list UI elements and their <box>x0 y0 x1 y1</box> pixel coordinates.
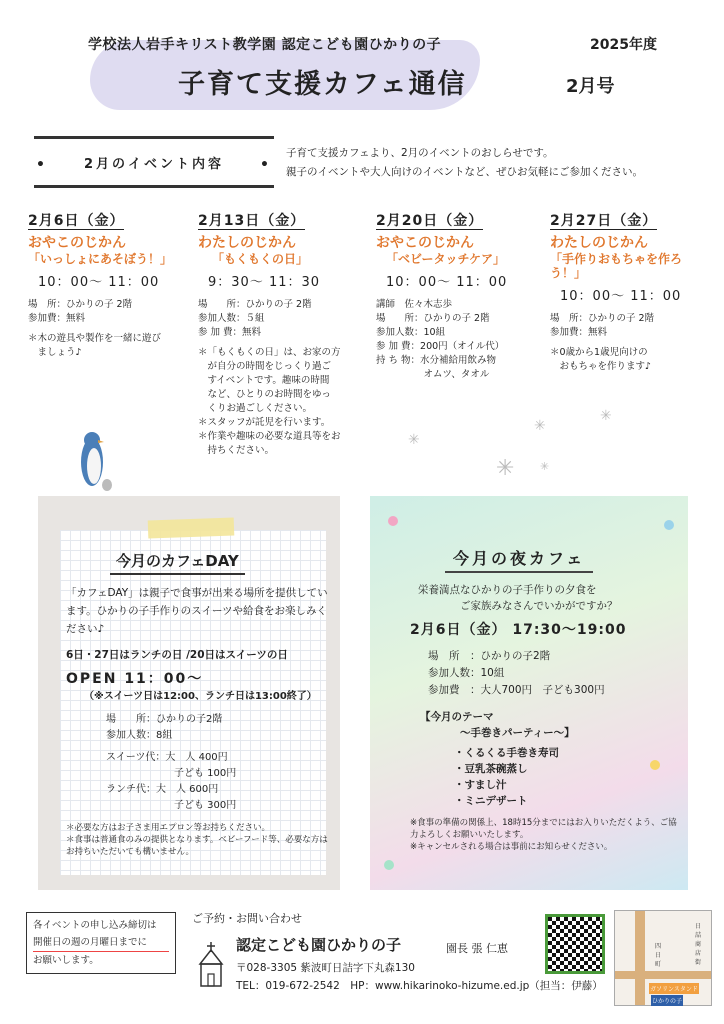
deadline-line: 開催日の週の月曜日までに <box>33 934 169 952</box>
event-detail: オムツ、タオル <box>376 369 490 380</box>
event-date: 2月13日（金） <box>198 213 306 229</box>
cafe-footnote: ＊食事は普通食のみの提供となります。ベビーフード等、必要な方はお持ちいただいても構いません。 <box>66 835 328 857</box>
event-note: ＊0歳から1歳児向けの おもちゃを作ります♪ <box>550 347 652 372</box>
issue-label: 2月号 <box>566 76 615 97</box>
deadline-line: お願いします。 <box>33 955 99 966</box>
event-card <box>28 214 186 360</box>
fiscal-year: 2025年度 <box>590 37 657 53</box>
event-card <box>198 214 358 458</box>
night-cafe-lead: ご家族みなさんでいかがですか？ <box>460 600 618 612</box>
event-date: 2月6日（金） <box>28 213 125 229</box>
cafe-lunch-child-fee: 子ども 300円 <box>174 800 237 811</box>
event-card <box>550 214 710 374</box>
map-label: 日詰商店街 <box>695 923 702 966</box>
night-cafe-fee: 参加費 ：大人700円 子ども300円 <box>428 684 605 696</box>
dot-decoration <box>664 520 674 530</box>
night-cafe-note: ※食事の準備の関係上、18時15分までにはお入りいただくよう、ご協力よろしくお願いいたします。 <box>410 818 677 840</box>
event-name: おやこのじかん <box>28 235 126 251</box>
deadline-line: 各イベントの申し込み締切は <box>33 920 157 931</box>
phone-and-website: TEL：019-672-2542 HP：www.hikarinoko-hizume.ed.jp（担当：伊藤） <box>236 980 603 992</box>
event-time: 10：00～ 11：00 <box>386 275 508 290</box>
event-detail: 参加費：無料 <box>550 327 608 338</box>
event-date: 2月27日（金） <box>550 213 658 229</box>
night-cafe-body <box>410 582 680 853</box>
cafe-closing-note: （※スイーツ日は12:00、ランチ日は13:00終了） <box>84 691 317 702</box>
event-note: ＊木の遊具や製作を一緒に遊び ましょう♪ <box>28 333 162 358</box>
night-cafe-note: ※キャンセルされる場合は事前にお知らせください。 <box>410 842 613 852</box>
night-cafe-datetime: 2月6日（金） 17:30～19:00 <box>410 622 627 638</box>
event-name: わたしのじかん <box>550 235 648 251</box>
cafe-day-body <box>66 584 330 858</box>
bullet-icon: • <box>36 157 48 173</box>
intro-line: 親子のイベントや大人向けのイベントなど、ぜひお気軽にご参加ください。 <box>286 166 643 178</box>
events-intro <box>286 144 643 182</box>
cafe-day-title: 今月のカフェDAY <box>110 550 245 575</box>
event-name: わたしのじかん <box>198 235 296 251</box>
event-subtitle: 「いっしょにあそぼう！」 <box>28 252 173 266</box>
menu-item: ・くるくる手巻き寿司 <box>454 747 559 759</box>
cafe-day-schedule: 6日・27日はランチの日 /20日はスイーツの日 <box>66 649 288 661</box>
night-cafe-place: 場 所 ：ひかりの子2階 <box>428 650 551 662</box>
cafe-place: 場 所：ひかりの子2階 <box>106 714 223 725</box>
bullet-icon: • <box>260 157 272 173</box>
map-label: 四日町 <box>655 943 662 968</box>
event-name: おやこのじかん <box>376 235 474 251</box>
church-icon <box>196 942 226 988</box>
event-date: 2月20日（金） <box>376 213 484 229</box>
event-subtitle: 「ベビータッチケア」 <box>386 252 506 266</box>
event-detail: 参加費：無料 <box>28 313 86 324</box>
snowflake-icon: ✳ <box>600 408 612 424</box>
event-detail: 参 加 費：無料 <box>198 327 262 338</box>
event-detail: 持 ち 物：水分補給用飲み物 <box>376 355 497 366</box>
event-detail: 場 所：ひかりの子 2階 <box>376 313 490 324</box>
cafe-open-time: OPEN 11：00～ <box>66 671 204 687</box>
event-card <box>376 214 536 382</box>
event-detail: 講師 佐々木志歩 <box>376 299 453 310</box>
night-cafe-title: 今月の夜カフェ <box>445 546 593 573</box>
snowflake-icon: ✳ <box>540 460 550 473</box>
tape-decoration <box>148 518 235 539</box>
event-detail: 参 加 費：200円（オイル代） <box>376 341 505 352</box>
event-time: 10：00～ 11：00 <box>38 275 160 290</box>
contact-heading: ご予約・お問い合わせ <box>192 912 302 925</box>
cafe-sweets-fee: スイーツ代：大 人 400円 <box>106 752 228 763</box>
map-label: ひかりの子 <box>651 995 683 1006</box>
event-time: 10：00～ 11：00 <box>560 289 682 304</box>
cafe-footnote: ＊必要な方はお子さま用エプロン等お持ちください。 <box>66 823 271 833</box>
organization-name: 学校法人岩手キリスト教学園 認定こども園ひかりの子 <box>88 37 442 53</box>
event-detail: 場 所：ひかりの子 2階 <box>28 299 133 310</box>
intro-line: 子育て支援カフェより、2月のイベントのおしらせです。 <box>286 147 554 159</box>
nursery-name: 認定こども園ひかりの子 <box>236 936 402 954</box>
principal-name: 園長 張 仁恵 <box>446 942 508 955</box>
event-subtitle: 「もくもくの日」 <box>212 252 309 266</box>
penguin-illustration <box>78 428 112 492</box>
map-label: ガソリンスタンド <box>649 983 699 994</box>
events-banner <box>34 136 274 188</box>
event-time: 9：30～ 11：30 <box>208 275 321 290</box>
page-title: 子育て支援カフェ通信 <box>178 69 467 100</box>
event-detail: 参加人数：５組 <box>198 313 265 324</box>
snowflake-icon: ✳ <box>496 456 515 481</box>
events-banner-label: 2月のイベント内容 <box>83 156 225 172</box>
access-map <box>614 910 712 1006</box>
cafe-lunch-fee: ランチ代：大 人 600円 <box>106 784 219 795</box>
snowflake-icon: ✳ <box>408 432 420 448</box>
deadline-notice <box>26 912 176 974</box>
menu-item: ・すまし汁 <box>454 779 507 791</box>
snowflake-icon: ✳ <box>534 418 546 434</box>
cafe-sweets-child-fee: 子ども 100円 <box>174 768 237 779</box>
event-detail: 参加人数：10組 <box>376 327 446 338</box>
event-note: ＊「もくもくの日」は、お家の方 が自分の時間をじっくり過ご すイベントです。趣味の時間 など、ひとりのお時間をゆっ くりお過ごしください。 ＊スタッフが託児を行います。 ＊作業や趣味の必要な道具等をお 持ちください。 <box>198 347 341 456</box>
address: 〒028-3305 紫波町日詰字下丸森130 <box>236 962 415 974</box>
dot-decoration <box>384 860 394 870</box>
event-subtitle: 「手作りおもちゃを作ろう！」 <box>550 252 683 280</box>
night-cafe-theme-title: 【今月のテーマ <box>420 711 494 723</box>
night-cafe-theme: ～手巻きパーティー～】 <box>460 727 575 739</box>
night-cafe-lead: 栄養満点なひかりの子手作りの夕食を <box>418 584 597 596</box>
night-cafe-capacity: 参加人数：10組 <box>428 667 505 679</box>
event-detail: 場 所：ひかりの子 2階 <box>550 313 655 324</box>
dot-decoration <box>388 516 398 526</box>
cafe-capacity: 参加人数：8組 <box>106 730 173 741</box>
menu-item: ・豆乳茶碗蒸し <box>454 763 528 775</box>
event-detail: 場 所：ひかりの子 2階 <box>198 299 312 310</box>
menu-item: ・ミニデザート <box>454 795 528 807</box>
qr-code[interactable] <box>545 914 605 974</box>
cafe-day-description: 「カフェDAY」は親子で食事が出来る場所を提供しています。ひかりの子手作りのスイーツや給食をお楽しみください♪ <box>66 587 328 635</box>
